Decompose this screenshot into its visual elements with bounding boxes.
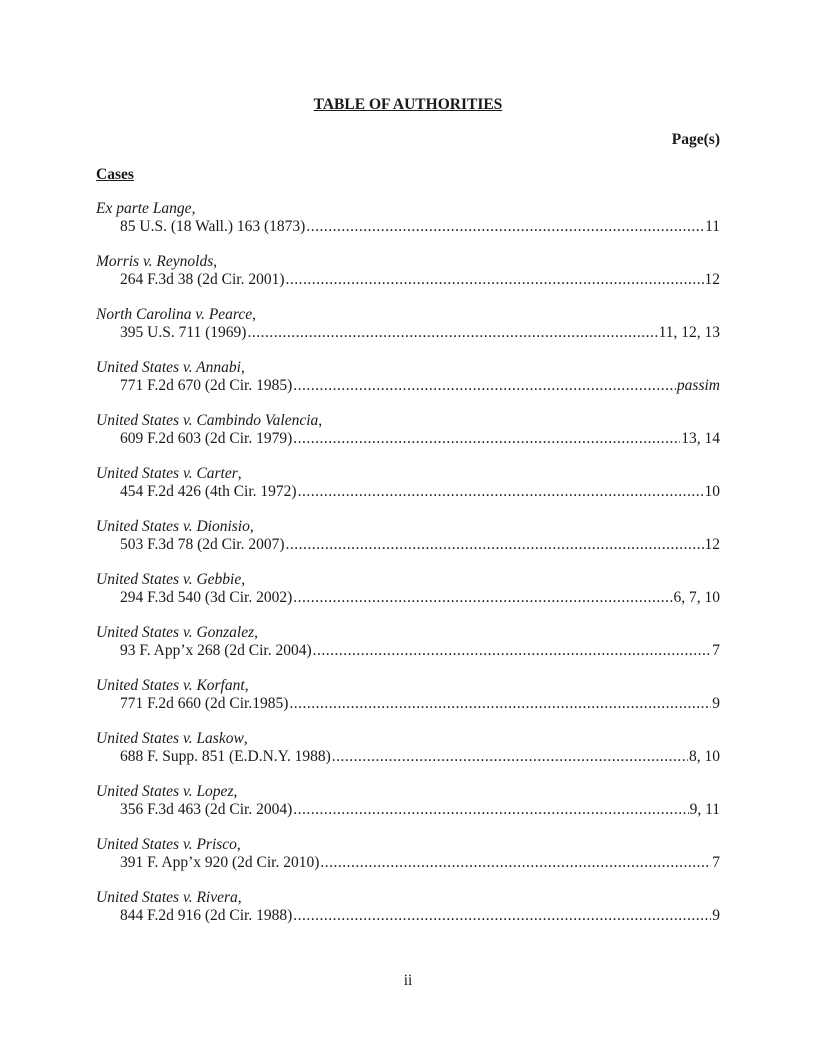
case-name-line <box>96 889 720 907</box>
authority-entry <box>96 306 720 359</box>
authority-entry <box>96 624 720 677</box>
case-name: United States v. Gebbie <box>96 571 242 588</box>
citation-line <box>96 748 720 766</box>
dot-leader <box>332 748 688 766</box>
section-heading-cases: Cases <box>96 166 134 183</box>
authority-entry <box>96 836 720 889</box>
case-name: United States v. Lopez <box>96 783 234 800</box>
case-name-comma: , <box>240 359 245 376</box>
authority-entry <box>96 783 720 836</box>
dot-leader <box>247 324 657 342</box>
dot-leader <box>306 218 704 236</box>
case-name-line <box>96 465 720 483</box>
citation: 264 F.3d 38 (2d Cir. 2001) <box>120 271 285 288</box>
dot-leader <box>320 854 711 872</box>
citation-line <box>96 642 720 660</box>
case-name: United States v. Carter <box>96 465 238 482</box>
case-name-line <box>96 359 720 377</box>
authority-entry <box>96 677 720 730</box>
citation: 391 F. App’x 920 (2d Cir. 2010) <box>120 854 320 871</box>
citation: 93 F. App’x 268 (2d Cir. 2004) <box>120 642 312 659</box>
dot-leader <box>293 589 672 607</box>
case-name-comma: , <box>252 306 257 323</box>
case-name-line <box>96 730 720 748</box>
page-title: TABLE OF AUTHORITIES <box>313 96 503 113</box>
citation-line <box>96 907 720 925</box>
page-references: 12 <box>704 271 720 288</box>
page-references: 8, 10 <box>689 748 720 765</box>
case-name-line <box>96 624 720 642</box>
case-name-comma: , <box>249 518 254 535</box>
case-name-comma: , <box>244 677 249 694</box>
dot-leader <box>293 377 676 395</box>
citation-line <box>96 324 720 342</box>
authority-entry <box>96 200 720 253</box>
case-name: United States v. Gonzalez <box>96 624 255 641</box>
case-name: United States v. Prisco <box>96 836 237 853</box>
pages-column-header: Page(s) <box>671 131 720 148</box>
authority-entry <box>96 889 720 942</box>
case-name-comma: , <box>213 253 218 270</box>
case-name-comma: , <box>237 889 242 906</box>
case-name-line <box>96 836 720 854</box>
citation-line <box>96 801 720 819</box>
case-name: Ex parte Lange <box>96 200 192 217</box>
page-references: 6, 7, 10 <box>673 589 720 606</box>
citation: 609 F.2d 603 (2d Cir. 1979) <box>120 430 293 447</box>
citation: 688 F. Supp. 851 (E.D.N.Y. 1988) <box>120 748 331 765</box>
case-name-comma: , <box>254 624 259 641</box>
dot-leader <box>293 801 688 819</box>
dot-leader <box>293 907 711 925</box>
authority-entry <box>96 465 720 518</box>
citation: 85 U.S. (18 Wall.) 163 (1873) <box>120 218 306 235</box>
case-name-comma: , <box>233 783 238 800</box>
case-name-comma: , <box>318 412 323 429</box>
citation-line <box>96 377 720 395</box>
page-number: ii <box>403 972 413 989</box>
citation-line <box>96 695 720 713</box>
authority-entry <box>96 253 720 306</box>
case-name-line <box>96 571 720 589</box>
case-name: United States v. Annabi <box>96 359 241 376</box>
case-name-comma: , <box>241 571 246 588</box>
case-name-line <box>96 518 720 536</box>
page-references: 10 <box>704 483 720 500</box>
authority-entry <box>96 730 720 783</box>
case-name: United States v. Cambindo Valencia <box>96 412 319 429</box>
case-name-line <box>96 253 720 271</box>
citation-line <box>96 430 720 448</box>
case-name-comma: , <box>236 836 241 853</box>
case-name: Morris v. Reynolds <box>96 253 214 270</box>
citation: 771 F.2d 660 (2d Cir.1985) <box>120 695 289 712</box>
citation-line <box>96 589 720 607</box>
page-references: 11, 12, 13 <box>658 324 720 341</box>
citation: 356 F.3d 463 (2d Cir. 2004) <box>120 801 293 818</box>
dot-leader <box>286 271 704 289</box>
citation-line <box>96 271 720 289</box>
citation: 294 F.3d 540 (3d Cir. 2002) <box>120 589 293 606</box>
citation-line <box>96 854 720 872</box>
page-references: 11 <box>705 218 720 235</box>
citation: 454 F.2d 426 (4th Cir. 1972) <box>120 483 297 500</box>
citation-line <box>96 536 720 554</box>
authorities-list <box>96 200 720 942</box>
page-references: 13, 14 <box>681 430 720 447</box>
page-references: passim <box>676 377 720 394</box>
authority-entry <box>96 571 720 624</box>
citation: 503 F.3d 78 (2d Cir. 2007) <box>120 536 285 553</box>
dot-leader <box>289 695 711 713</box>
case-name: United States v. Korfant <box>96 677 245 694</box>
page-references: 12 <box>704 536 720 553</box>
case-name: North Carolina v. Pearce <box>96 306 253 323</box>
citation-line <box>96 483 720 501</box>
authority-entry <box>96 412 720 465</box>
page-references: 9 <box>712 907 720 924</box>
citation: 771 F.2d 670 (2d Cir. 1985) <box>120 377 293 394</box>
case-name-line <box>96 200 720 218</box>
case-name-comma: , <box>243 730 248 747</box>
case-name-line <box>96 677 720 695</box>
case-name-line <box>96 412 720 430</box>
case-name-line <box>96 306 720 324</box>
case-name-line <box>96 783 720 801</box>
authority-entry <box>96 518 720 571</box>
case-name: United States v. Laskow <box>96 730 244 747</box>
page-references: 7 <box>712 642 720 659</box>
citation: 844 F.2d 916 (2d Cir. 1988) <box>120 907 293 924</box>
case-name: United States v. Dionisio <box>96 518 250 535</box>
dot-leader <box>293 430 680 448</box>
citation: 395 U.S. 711 (1969) <box>120 324 247 341</box>
dot-leader <box>313 642 712 660</box>
dot-leader <box>298 483 704 501</box>
page-references: 9 <box>712 695 720 712</box>
authority-entry <box>96 359 720 412</box>
citation-line <box>96 218 720 236</box>
case-name-comma: , <box>191 200 196 217</box>
case-name: United States v. Rivera <box>96 889 238 906</box>
dot-leader <box>286 536 704 554</box>
page-references: 7 <box>712 854 720 871</box>
page-references: 9, 11 <box>689 801 720 818</box>
case-name-comma: , <box>237 465 242 482</box>
